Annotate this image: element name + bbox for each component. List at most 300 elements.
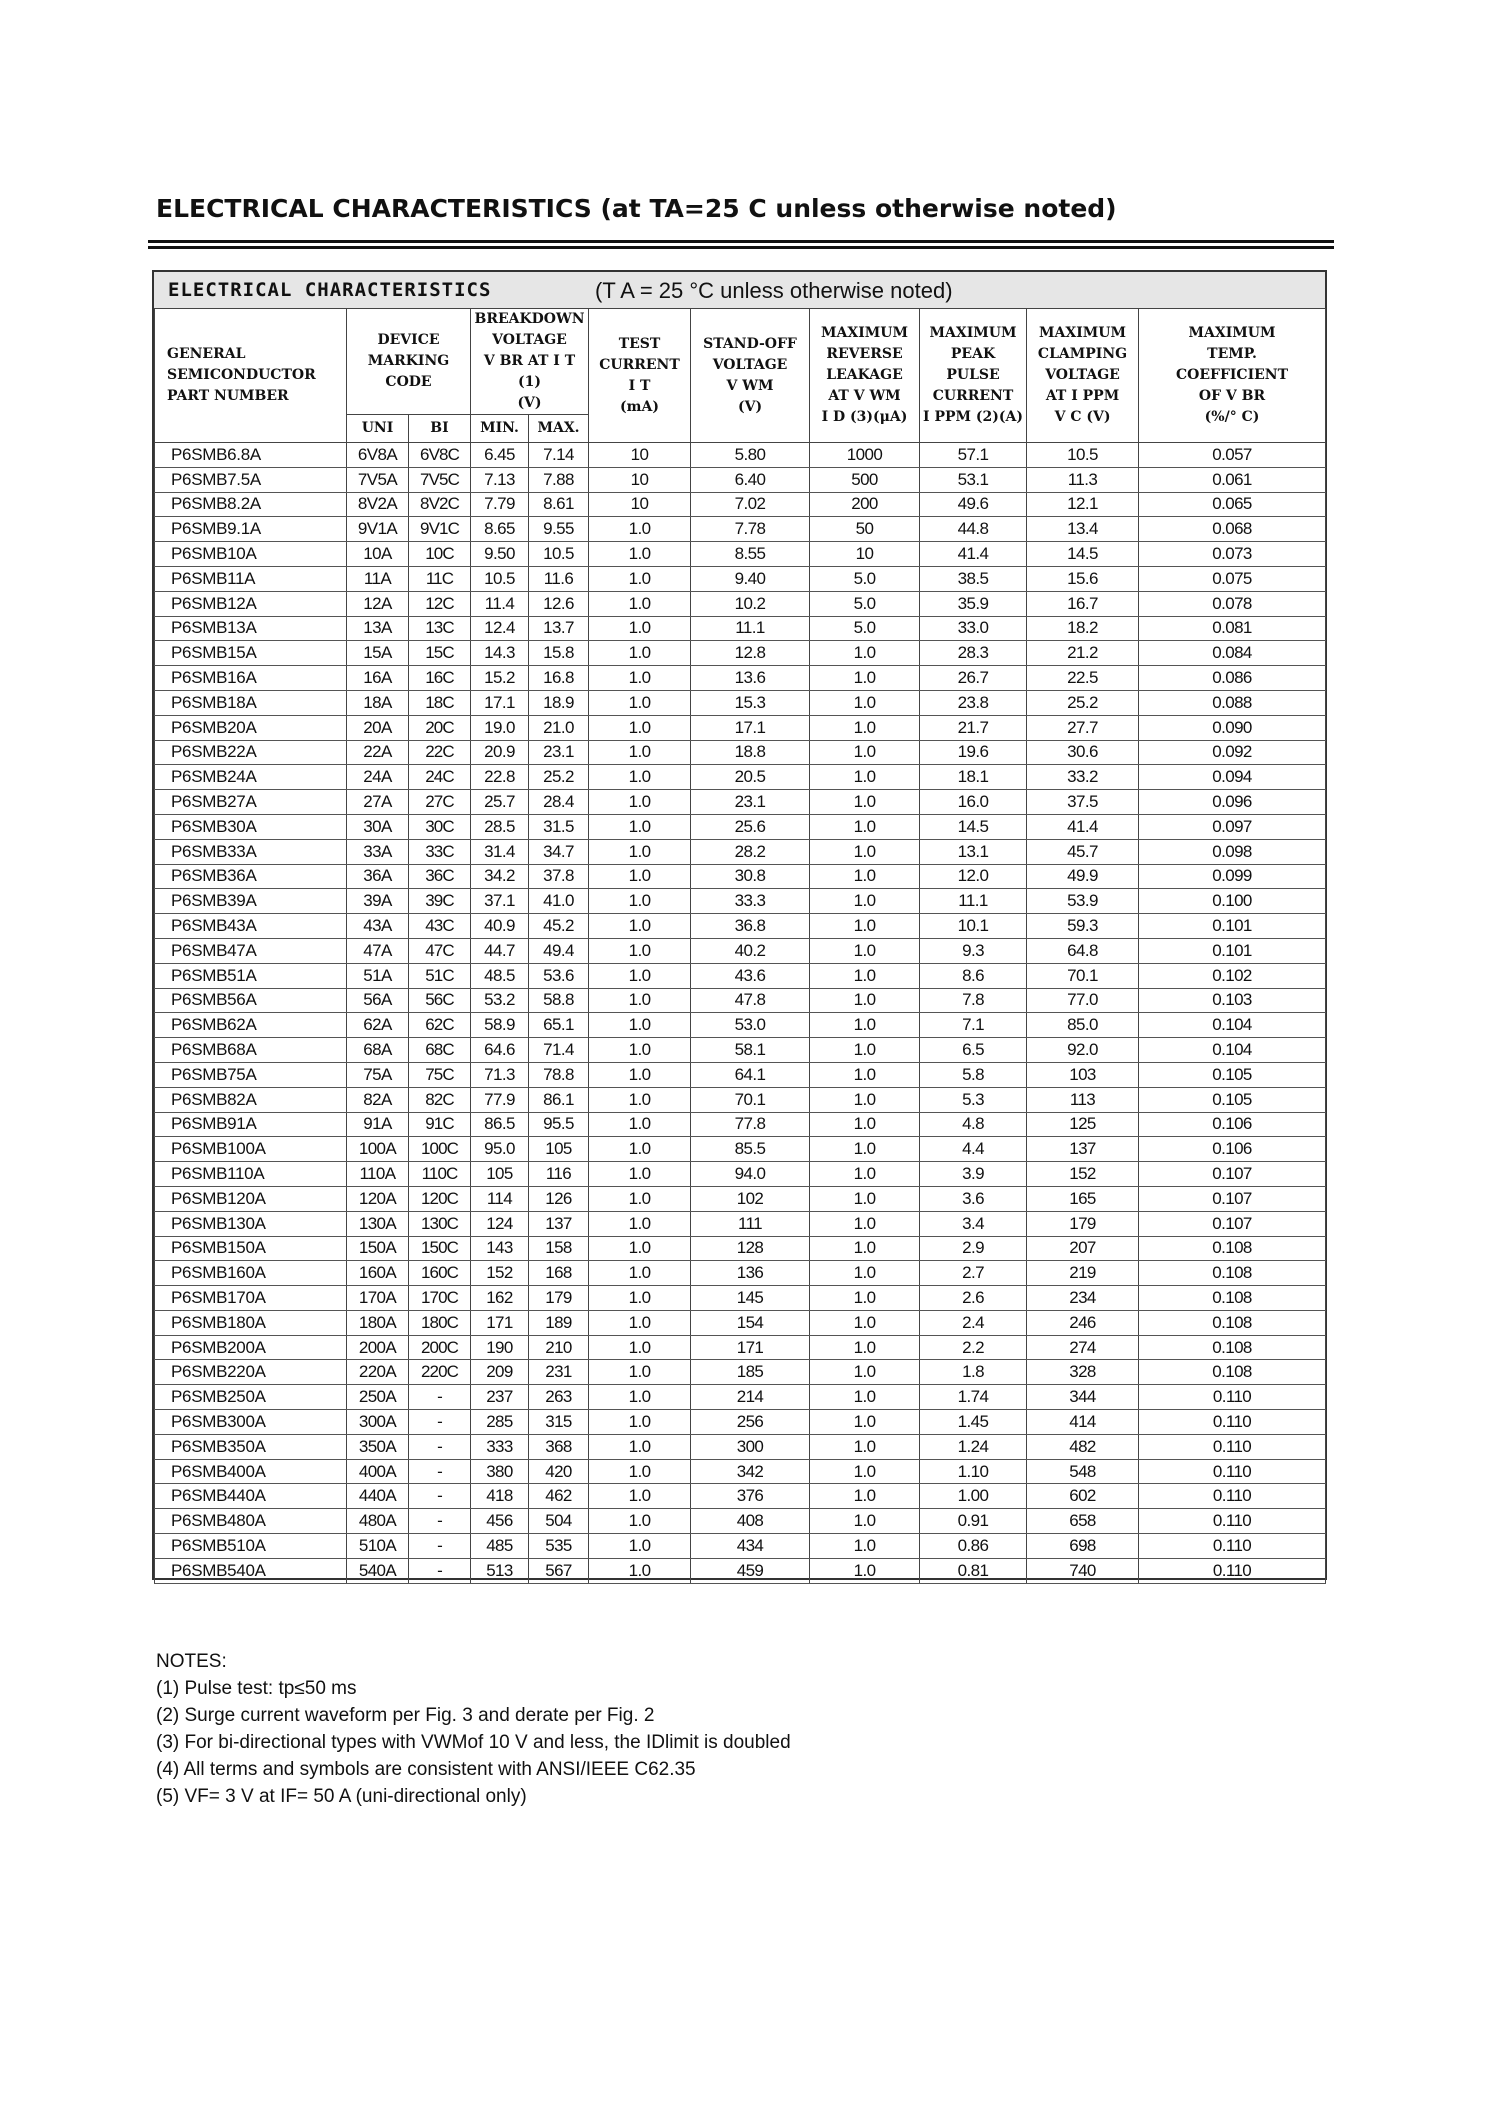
cell-leakage: 1.0 <box>810 690 920 715</box>
cell-bi-code: 62C <box>409 1013 471 1038</box>
cell-clamping-voltage: 14.5 <box>1027 542 1139 567</box>
header-line: V BR AT I T (1) <box>483 353 576 390</box>
cell-clamping-voltage: 18.2 <box>1027 616 1139 641</box>
header-line: (V) <box>737 398 763 415</box>
table-row <box>155 1137 1326 1162</box>
table-row <box>155 1013 1326 1038</box>
cell-clamping-voltage: 41.4 <box>1027 814 1139 839</box>
cell-temp-coefficient: 0.097 <box>1139 814 1326 839</box>
cell-test-current: 1.0 <box>589 1385 691 1410</box>
header-breakdown-voltage <box>471 309 589 415</box>
note-item: (1) Pulse test: tp≤50 ms <box>156 1678 357 1699</box>
cell-leakage: 1.0 <box>810 1484 920 1509</box>
header-line: COEFFICIENT <box>1176 367 1289 383</box>
cell-vbr-min: 17.1 <box>471 690 529 715</box>
cell-peak-current: 5.8 <box>920 1062 1027 1087</box>
cell-temp-coefficient: 0.104 <box>1139 1013 1326 1038</box>
cell-vbr-min: 152 <box>471 1261 529 1286</box>
cell-standoff-voltage: 111 <box>691 1211 810 1236</box>
cell-clamping-voltage: 59.3 <box>1027 914 1139 939</box>
cell-part-number: P6SMB20A <box>155 715 347 740</box>
cell-test-current: 1.0 <box>589 914 691 939</box>
cell-temp-coefficient: 0.100 <box>1139 889 1326 914</box>
cell-standoff-voltage: 102 <box>691 1186 810 1211</box>
table-row <box>155 566 1326 591</box>
cell-bi-code: 200C <box>409 1335 471 1360</box>
cell-vbr-min: 209 <box>471 1360 529 1385</box>
header-line: MAXIMUM <box>1039 325 1126 341</box>
header-line: VOLTAGE <box>1045 367 1120 383</box>
cell-clamping-voltage: 414 <box>1027 1410 1139 1435</box>
cell-vbr-max: 37.8 <box>529 864 589 889</box>
header-line: PEAK <box>950 346 996 362</box>
cell-uni-code: 27A <box>347 790 409 815</box>
cell-vbr-max: 65.1 <box>529 1013 589 1038</box>
cell-vbr-min: 190 <box>471 1335 529 1360</box>
cell-vbr-max: 231 <box>529 1360 589 1385</box>
cell-part-number: P6SMB7.5A <box>155 467 347 492</box>
cell-vbr-min: 485 <box>471 1534 529 1559</box>
header-line: CURRENT <box>932 388 1014 404</box>
cell-peak-current: 4.8 <box>920 1112 1027 1137</box>
cell-part-number: P6SMB39A <box>155 889 347 914</box>
cell-vbr-min: 10.5 <box>471 566 529 591</box>
cell-part-number: P6SMB220A <box>155 1360 347 1385</box>
cell-peak-current: 10.1 <box>920 914 1027 939</box>
cell-uni-code: 20A <box>347 715 409 740</box>
cell-clamping-voltage: 49.9 <box>1027 864 1139 889</box>
table-row <box>155 1087 1326 1112</box>
cell-part-number: P6SMB10A <box>155 542 347 567</box>
cell-vbr-max: 86.1 <box>529 1087 589 1112</box>
cell-temp-coefficient: 0.086 <box>1139 666 1326 691</box>
cell-bi-code: 43C <box>409 914 471 939</box>
cell-vbr-min: 6.45 <box>471 443 529 468</box>
cell-vbr-max: 263 <box>529 1385 589 1410</box>
cell-bi-code: - <box>409 1459 471 1484</box>
cell-vbr-max: 12.6 <box>529 591 589 616</box>
cell-vbr-max: 41.0 <box>529 889 589 914</box>
cell-leakage: 5.0 <box>810 591 920 616</box>
cell-leakage: 200 <box>810 492 920 517</box>
cell-test-current: 1.0 <box>589 1434 691 1459</box>
cell-leakage: 1.0 <box>810 938 920 963</box>
cell-bi-code: 27C <box>409 790 471 815</box>
cell-clamping-voltage: 698 <box>1027 1534 1139 1559</box>
cell-test-current: 1.0 <box>589 1013 691 1038</box>
header-line: I PPM (2)(A) <box>923 409 1023 425</box>
cell-part-number: P6SMB30A <box>155 814 347 839</box>
table-row <box>155 517 1326 542</box>
header-line: REVERSE <box>826 346 903 362</box>
header-line: V C (V) <box>1054 409 1111 425</box>
cell-standoff-voltage: 300 <box>691 1434 810 1459</box>
cell-clamping-voltage: 274 <box>1027 1335 1139 1360</box>
header-uni: UNI <box>347 415 409 443</box>
cell-clamping-voltage: 64.8 <box>1027 938 1139 963</box>
cell-standoff-voltage: 154 <box>691 1310 810 1335</box>
cell-vbr-min: 114 <box>471 1186 529 1211</box>
cell-vbr-max: 25.2 <box>529 765 589 790</box>
cell-standoff-voltage: 171 <box>691 1335 810 1360</box>
header-line: AT I PPM <box>1045 388 1120 404</box>
header-temp-coefficient <box>1139 309 1326 443</box>
table-row <box>155 988 1326 1013</box>
cell-clamping-voltage: 219 <box>1027 1261 1139 1286</box>
cell-temp-coefficient: 0.078 <box>1139 591 1326 616</box>
cell-vbr-min: 7.13 <box>471 467 529 492</box>
cell-part-number: P6SMB400A <box>155 1459 347 1484</box>
header-line: BREAKDOWN <box>474 311 585 327</box>
cell-part-number: P6SMB43A <box>155 914 347 939</box>
cell-bi-code: 33C <box>409 839 471 864</box>
cell-leakage: 1.0 <box>810 1434 920 1459</box>
header-line: TEST <box>618 335 661 352</box>
table-row <box>155 591 1326 616</box>
cell-vbr-max: 11.6 <box>529 566 589 591</box>
cell-part-number: P6SMB24A <box>155 765 347 790</box>
cell-standoff-voltage: 23.1 <box>691 790 810 815</box>
cell-temp-coefficient: 0.103 <box>1139 988 1326 1013</box>
table-row <box>155 666 1326 691</box>
cell-temp-coefficient: 0.065 <box>1139 492 1326 517</box>
cell-leakage: 50 <box>810 517 920 542</box>
cell-vbr-max: 95.5 <box>529 1112 589 1137</box>
cell-leakage: 1.0 <box>810 740 920 765</box>
cell-leakage: 1.0 <box>810 864 920 889</box>
cell-leakage: 1.0 <box>810 1385 920 1410</box>
cell-uni-code: 91A <box>347 1112 409 1137</box>
cell-leakage: 1.0 <box>810 1534 920 1559</box>
table-row <box>155 1112 1326 1137</box>
cell-leakage: 1.0 <box>810 641 920 666</box>
header-line: GENERAL <box>167 346 246 362</box>
cell-test-current: 1.0 <box>589 988 691 1013</box>
cell-temp-coefficient: 0.110 <box>1139 1509 1326 1534</box>
cell-vbr-min: 7.79 <box>471 492 529 517</box>
header-line: MAXIMUM <box>929 325 1017 341</box>
cell-temp-coefficient: 0.105 <box>1139 1087 1326 1112</box>
header-line: (mA) <box>620 398 659 415</box>
table-row <box>155 542 1326 567</box>
cell-peak-current: 23.8 <box>920 690 1027 715</box>
table-row <box>155 1385 1326 1410</box>
cell-leakage: 1.0 <box>810 814 920 839</box>
cell-peak-current: 38.5 <box>920 566 1027 591</box>
cell-clamping-voltage: 77.0 <box>1027 988 1139 1013</box>
cell-bi-code: 170C <box>409 1286 471 1311</box>
cell-test-current: 1.0 <box>589 1459 691 1484</box>
cell-vbr-min: 12.4 <box>471 616 529 641</box>
cell-vbr-max: 16.8 <box>529 666 589 691</box>
table-row <box>155 1186 1326 1211</box>
table-row <box>155 740 1326 765</box>
cell-peak-current: 1.00 <box>920 1484 1027 1509</box>
header-line: I D (3)(μA) <box>821 409 908 425</box>
cell-peak-current: 53.1 <box>920 467 1027 492</box>
cell-peak-current: 2.2 <box>920 1335 1027 1360</box>
cell-bi-code: 47C <box>409 938 471 963</box>
cell-uni-code: 56A <box>347 988 409 1013</box>
cell-clamping-voltage: 11.3 <box>1027 467 1139 492</box>
cell-vbr-max: 18.9 <box>529 690 589 715</box>
cell-leakage: 1.0 <box>810 715 920 740</box>
cell-uni-code: 110A <box>347 1162 409 1187</box>
cell-bi-code: 20C <box>409 715 471 740</box>
cell-vbr-max: 13.7 <box>529 616 589 641</box>
cell-temp-coefficient: 0.081 <box>1139 616 1326 641</box>
title-rule-top <box>148 240 1334 243</box>
cell-peak-current: 3.9 <box>920 1162 1027 1187</box>
cell-part-number: P6SMB120A <box>155 1186 347 1211</box>
cell-bi-code: - <box>409 1558 471 1583</box>
cell-standoff-voltage: 6.40 <box>691 467 810 492</box>
cell-peak-current: 7.1 <box>920 1013 1027 1038</box>
cell-vbr-max: 210 <box>529 1335 589 1360</box>
cell-bi-code: 36C <box>409 864 471 889</box>
cell-peak-current: 21.7 <box>920 715 1027 740</box>
cell-leakage: 1.0 <box>810 1410 920 1435</box>
cell-clamping-voltage: 152 <box>1027 1162 1139 1187</box>
cell-part-number: P6SMB130A <box>155 1211 347 1236</box>
cell-temp-coefficient: 0.107 <box>1139 1186 1326 1211</box>
cell-vbr-max: 71.4 <box>529 1038 589 1063</box>
cell-test-current: 1.0 <box>589 740 691 765</box>
cell-test-current: 1.0 <box>589 1236 691 1261</box>
cell-temp-coefficient: 0.084 <box>1139 641 1326 666</box>
cell-test-current: 1.0 <box>589 1286 691 1311</box>
cell-vbr-max: 137 <box>529 1211 589 1236</box>
cell-bi-code: 8V2C <box>409 492 471 517</box>
cell-vbr-max: 45.2 <box>529 914 589 939</box>
cell-clamping-voltage: 70.1 <box>1027 963 1139 988</box>
cell-test-current: 1.0 <box>589 1534 691 1559</box>
cell-bi-code: 30C <box>409 814 471 839</box>
cell-bi-code: 130C <box>409 1211 471 1236</box>
cell-temp-coefficient: 0.092 <box>1139 740 1326 765</box>
note-item: (4) All terms and symbols are consistent with ANSI/IEEE C62.35 <box>156 1759 696 1780</box>
cell-temp-coefficient: 0.102 <box>1139 963 1326 988</box>
cell-uni-code: 33A <box>347 839 409 864</box>
table-row <box>155 1509 1326 1534</box>
cell-clamping-voltage: 602 <box>1027 1484 1139 1509</box>
cell-clamping-voltage: 37.5 <box>1027 790 1139 815</box>
notes-heading: NOTES: <box>156 1651 227 1672</box>
cell-bi-code: - <box>409 1385 471 1410</box>
cell-part-number: P6SMB200A <box>155 1335 347 1360</box>
cell-standoff-voltage: 15.3 <box>691 690 810 715</box>
table-row <box>155 839 1326 864</box>
cell-vbr-min: 380 <box>471 1459 529 1484</box>
cell-uni-code: 150A <box>347 1236 409 1261</box>
cell-leakage: 5.0 <box>810 616 920 641</box>
header-reverse-leakage <box>810 309 920 443</box>
cell-leakage: 1.0 <box>810 988 920 1013</box>
cell-bi-code: 22C <box>409 740 471 765</box>
header-line: CODE <box>385 374 432 390</box>
cell-leakage: 1000 <box>810 443 920 468</box>
note-item: (5) VF= 3 V at IF= 50 A (uni-directional only) <box>156 1786 527 1807</box>
cell-peak-current: 13.1 <box>920 839 1027 864</box>
table-row <box>155 1335 1326 1360</box>
cell-temp-coefficient: 0.061 <box>1139 467 1326 492</box>
table-row <box>155 1062 1326 1087</box>
cell-part-number: P6SMB6.8A <box>155 443 347 468</box>
cell-part-number: P6SMB51A <box>155 963 347 988</box>
cell-bi-code: - <box>409 1534 471 1559</box>
cell-vbr-min: 162 <box>471 1286 529 1311</box>
cell-standoff-voltage: 214 <box>691 1385 810 1410</box>
cell-bi-code: - <box>409 1410 471 1435</box>
cell-test-current: 1.0 <box>589 1038 691 1063</box>
cell-test-current: 1.0 <box>589 1558 691 1583</box>
table-row <box>155 1261 1326 1286</box>
cell-peak-current: 16.0 <box>920 790 1027 815</box>
table-row <box>155 814 1326 839</box>
cell-part-number: P6SMB56A <box>155 988 347 1013</box>
cell-clamping-voltage: 179 <box>1027 1211 1139 1236</box>
cell-uni-code: 350A <box>347 1434 409 1459</box>
table-body <box>155 443 1326 1584</box>
cell-uni-code: 39A <box>347 889 409 914</box>
cell-standoff-voltage: 145 <box>691 1286 810 1311</box>
cell-test-current: 1.0 <box>589 839 691 864</box>
cell-standoff-voltage: 10.2 <box>691 591 810 616</box>
cell-clamping-voltage: 165 <box>1027 1186 1139 1211</box>
cell-test-current: 1.0 <box>589 1360 691 1385</box>
cell-uni-code: 68A <box>347 1038 409 1063</box>
cell-bi-code: 120C <box>409 1186 471 1211</box>
title-rule-bottom <box>148 246 1334 249</box>
cell-test-current: 10 <box>589 492 691 517</box>
cell-leakage: 500 <box>810 467 920 492</box>
cell-clamping-voltage: 10.5 <box>1027 443 1139 468</box>
cell-temp-coefficient: 0.105 <box>1139 1062 1326 1087</box>
cell-standoff-voltage: 30.8 <box>691 864 810 889</box>
cell-vbr-min: 53.2 <box>471 988 529 1013</box>
header-line: VOLTAGE <box>492 332 567 348</box>
cell-bi-code: 11C <box>409 566 471 591</box>
cell-uni-code: 120A <box>347 1186 409 1211</box>
cell-clamping-voltage: 207 <box>1027 1236 1139 1261</box>
cell-temp-coefficient: 0.110 <box>1139 1459 1326 1484</box>
cell-clamping-voltage: 658 <box>1027 1509 1139 1534</box>
cell-uni-code: 180A <box>347 1310 409 1335</box>
cell-vbr-max: 116 <box>529 1162 589 1187</box>
header-line: (V) <box>517 395 542 411</box>
cell-uni-code: 30A <box>347 814 409 839</box>
header-line: VOLTAGE <box>712 356 788 373</box>
cell-vbr-max: 7.14 <box>529 443 589 468</box>
cell-part-number: P6SMB68A <box>155 1038 347 1063</box>
cell-clamping-voltage: 103 <box>1027 1062 1139 1087</box>
cell-uni-code: 15A <box>347 641 409 666</box>
cell-bi-code: 15C <box>409 641 471 666</box>
cell-leakage: 1.0 <box>810 963 920 988</box>
cell-peak-current: 7.8 <box>920 988 1027 1013</box>
cell-temp-coefficient: 0.108 <box>1139 1286 1326 1311</box>
header-clamping-voltage <box>1027 309 1139 443</box>
cell-vbr-min: 9.50 <box>471 542 529 567</box>
cell-part-number: P6SMB510A <box>155 1534 347 1559</box>
cell-uni-code: 300A <box>347 1410 409 1435</box>
cell-bi-code: 16C <box>409 666 471 691</box>
note-item: (2) Surge current waveform per Fig. 3 and derate per Fig. 2 <box>156 1705 655 1726</box>
cell-peak-current: 28.3 <box>920 641 1027 666</box>
cell-test-current: 1.0 <box>589 765 691 790</box>
cell-peak-current: 2.9 <box>920 1236 1027 1261</box>
cell-vbr-max: 31.5 <box>529 814 589 839</box>
header-standoff-voltage <box>691 309 810 443</box>
cell-clamping-voltage: 125 <box>1027 1112 1139 1137</box>
cell-vbr-max: 10.5 <box>529 542 589 567</box>
cell-peak-current: 0.91 <box>920 1509 1027 1534</box>
cell-vbr-max: 9.55 <box>529 517 589 542</box>
cell-bi-code: 7V5C <box>409 467 471 492</box>
cell-bi-code: 220C <box>409 1360 471 1385</box>
cell-peak-current: 3.6 <box>920 1186 1027 1211</box>
cell-standoff-voltage: 434 <box>691 1534 810 1559</box>
table-row <box>155 641 1326 666</box>
cell-bi-code: 18C <box>409 690 471 715</box>
cell-test-current: 1.0 <box>589 864 691 889</box>
cell-part-number: P6SMB33A <box>155 839 347 864</box>
cell-peak-current: 44.8 <box>920 517 1027 542</box>
cell-test-current: 1.0 <box>589 1162 691 1187</box>
cell-part-number: P6SMB250A <box>155 1385 347 1410</box>
cell-leakage: 1.0 <box>810 1162 920 1187</box>
cell-test-current: 1.0 <box>589 666 691 691</box>
cell-clamping-voltage: 740 <box>1027 1558 1139 1583</box>
cell-vbr-min: 11.4 <box>471 591 529 616</box>
cell-standoff-voltage: 58.1 <box>691 1038 810 1063</box>
header-line: CLAMPING <box>1037 346 1128 362</box>
cell-uni-code: 220A <box>347 1360 409 1385</box>
header-line: STAND-OFF <box>703 335 797 352</box>
header-line: TEMP. <box>1207 346 1257 362</box>
cell-leakage: 10 <box>810 542 920 567</box>
cell-test-current: 1.0 <box>589 1484 691 1509</box>
cell-vbr-max: 28.4 <box>529 790 589 815</box>
cell-bi-code: 82C <box>409 1087 471 1112</box>
cell-leakage: 1.0 <box>810 1459 920 1484</box>
cell-peak-current: 0.86 <box>920 1534 1027 1559</box>
table-row <box>155 1534 1326 1559</box>
cell-part-number: P6SMB480A <box>155 1509 347 1534</box>
cell-peak-current: 1.8 <box>920 1360 1027 1385</box>
cell-bi-code: 160C <box>409 1261 471 1286</box>
cell-uni-code: 11A <box>347 566 409 591</box>
cell-standoff-voltage: 36.8 <box>691 914 810 939</box>
cell-clamping-voltage: 85.0 <box>1027 1013 1139 1038</box>
table-row <box>155 1286 1326 1311</box>
cell-peak-current: 26.7 <box>920 666 1027 691</box>
cell-clamping-voltage: 344 <box>1027 1385 1139 1410</box>
cell-standoff-voltage: 342 <box>691 1459 810 1484</box>
cell-temp-coefficient: 0.096 <box>1139 790 1326 815</box>
header-part-number <box>155 309 347 443</box>
cell-part-number: P6SMB16A <box>155 666 347 691</box>
cell-bi-code: 91C <box>409 1112 471 1137</box>
table-row <box>155 1038 1326 1063</box>
cell-vbr-min: 25.7 <box>471 790 529 815</box>
cell-standoff-voltage: 185 <box>691 1360 810 1385</box>
cell-vbr-max: 34.7 <box>529 839 589 864</box>
cell-bi-code: - <box>409 1434 471 1459</box>
cell-bi-code: 68C <box>409 1038 471 1063</box>
table-row <box>155 1434 1326 1459</box>
cell-clamping-voltage: 113 <box>1027 1087 1139 1112</box>
